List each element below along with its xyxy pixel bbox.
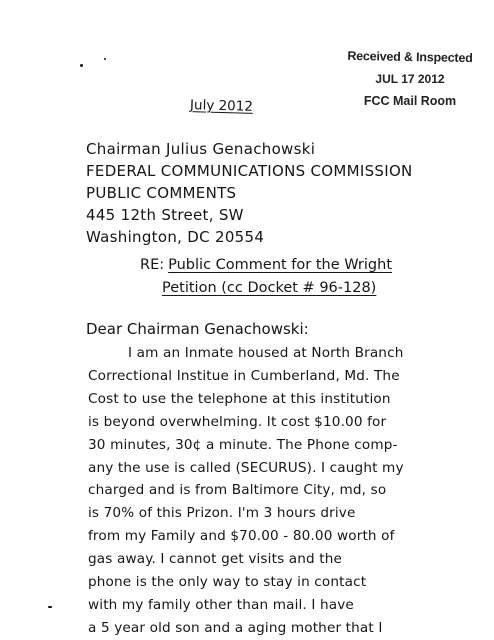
addressee-line: Chairman Julius Genachowski xyxy=(86,140,316,158)
body-line: Cost to use the telephone at this institution xyxy=(88,390,391,407)
stamp-date: JUL 17 2012 xyxy=(375,72,445,86)
letter-body xyxy=(88,342,480,640)
subject-label: RE: xyxy=(140,257,165,273)
salutation: Dear Chairman Genachowski: xyxy=(86,320,309,338)
addressee-line: Washington, DC 20554 xyxy=(86,228,265,246)
addressee-line: 445 12th Street, SW xyxy=(86,206,244,224)
stamp-mail-room: FCC Mail Room xyxy=(363,94,457,108)
body-line: a 5 year old son and a aging mother that I xyxy=(88,619,383,636)
body-line: from my Family and $70.00 - 80.00 worth of xyxy=(88,528,395,545)
body-line: I am an Inmate housed at North Branch xyxy=(128,345,404,361)
letter-date: July 2012 xyxy=(189,97,254,115)
body-line: Correctional Institue in Cumberland, Md. The xyxy=(88,367,400,384)
body-line: with my family other than mail. I have xyxy=(88,596,354,613)
body-line: phone is the only way to stay in contact xyxy=(88,574,367,591)
addressee-line: PUBLIC COMMENTS xyxy=(86,184,237,202)
subject-line: Petition (cc Docket # 96-128) xyxy=(162,280,377,296)
received-stamp xyxy=(340,50,480,108)
stray-mark xyxy=(48,606,52,608)
addressee-line: FEDERAL COMMUNICATIONS COMMISSION xyxy=(86,162,413,180)
body-line: any the use is called (SECURUS). I caught my xyxy=(88,459,404,476)
body-line: 30 minutes, 30¢ a minute. The Phone comp- xyxy=(88,436,398,453)
subject-line: Public Comment for the Wright xyxy=(168,257,393,273)
stray-mark xyxy=(80,64,83,67)
body-line: gas away. I cannot get visits and the xyxy=(88,551,343,568)
subject-block xyxy=(140,254,392,300)
stamp-received-text: Received & Inspected xyxy=(347,48,473,66)
addressee-block xyxy=(86,138,413,248)
body-line: is 70% of this Prizon. I'm 3 hours drive xyxy=(88,505,356,522)
body-line: charged and is from Baltimore City, md, so xyxy=(88,482,387,499)
stray-mark xyxy=(104,58,106,60)
body-line: is beyond overwhelming. It cost $10.00 for xyxy=(88,413,387,430)
